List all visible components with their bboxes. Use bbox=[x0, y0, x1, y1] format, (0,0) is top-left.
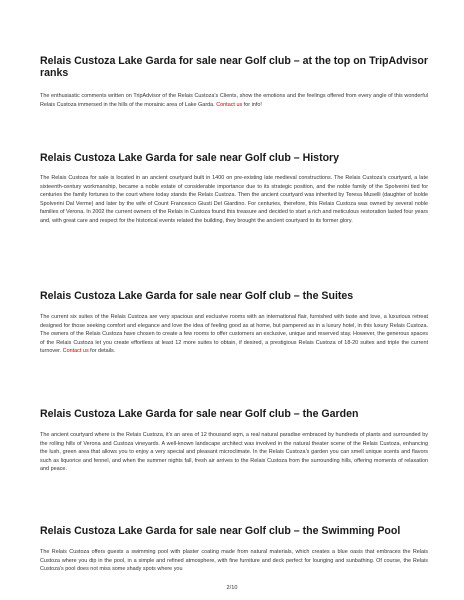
section-body bbox=[40, 92, 428, 109]
section-garden bbox=[40, 408, 428, 474]
section-heading: Relais Custoza Lake Garda for sale near Golf club – the Suites bbox=[40, 290, 354, 302]
section-text-end: for details. bbox=[88, 348, 116, 355]
section-text-end: for info! bbox=[242, 101, 262, 108]
section-body: The Relais Custoza offers guests a swimming pool with plaster coating made from natural materials, which creates a blue oasis that embraces the Relais Custoza where you dip in the pool, in a simple and refined atmosphere, with fine furniture and deck perfect for lounging and sunbathing. Of course, the Relais Custoza's pool does not miss some shady spots where you bbox=[40, 549, 428, 573]
page-number: 2/10 bbox=[226, 585, 238, 591]
section-heading: Relais Custoza Lake Garda for sale near Golf club – the Garden bbox=[40, 408, 359, 420]
section-text: The current six suites of the Relais Custoza are very spacious and exclusive rooms with an international flair, furnished with taste and love, a luxurious retreat designed for those seeking comfort and elegance and love the idea of feeling good as at home, but pampered as in a luxury hotel, in this luxury Relais Custoza. The owners of the Relais Custoza have chosen to create a few rooms to offer customers an exclusive, unique and reserved stay. However, the generous spaces of the Relais Custoza let you create effortless at least 12 more suites to obtain, if desired, a prestigious Relais Custoza of 18-20 suites and triple the current turnover. bbox=[40, 314, 428, 355]
section-body: The ancient courtyard where is the Relais Custoza, it’s an area of 12 thousand sqm, a real natural paradise embraced by hundreds of plants and surrounded by the rolling hills of Verona and Custoza vineyards. A well-known landscape architect was involved in the natural theater scene of the Relais Custoza, enhancing the lush, green area that allows you to enjoy a very special and pleasant microclimate. In the Relais Custoza’s garden you can smell unique scents and flavors such as liquorice and fennel, and when the summer nights fall, fresh air arrives to the Relais Custoza from the surrounding hills, offering moments of relaxation and peace. bbox=[40, 432, 428, 473]
contact-us-link[interactable]: Contact us bbox=[62, 348, 89, 355]
section-suites bbox=[40, 290, 428, 356]
section-swimming-pool bbox=[40, 525, 428, 574]
section-tripadvisor bbox=[40, 55, 428, 109]
section-heading: Relais Custoza Lake Garda for sale near Golf club – at the top on TripAdvisor ranks bbox=[40, 55, 428, 79]
section-body bbox=[40, 313, 428, 356]
contact-us-link[interactable]: Contact us bbox=[216, 101, 243, 108]
section-text: The enthusiastic comments written on TripAdvisor of the Relais Custoza’s Clients, show the emotions and the feelings offered from every angle of this wonderful Relais Custoza immersed in the hills of the morainic area of Lake Garda. bbox=[40, 93, 428, 108]
section-history bbox=[40, 152, 428, 226]
section-body: The Relais Custoza for sale is located in an ancient courtyard built in 1400 on pre-existing late medieval constructions. The Relais Custoza’s courtyard, a late sixteenth-century workmanship, became a noble estate of considerable importance due to its strategic position, and the noble family of the Spolverini tied for centuries the family fortunes to the court where today stands the Relais Custoza. Then the ancient courtyard was inherited by Teresa Muselli (daughter of Isolde Spolverini Dal Verme) and later by the wife of Count Francesco Giusti Del Giardino. For centuries, therefore, this Relais Custoza was owned by several noble families of Verona. In 2002 the current owners of the Relais in Custoza found this treasure and decided to start a rich and meticulous restoration lasted four years and, with great care and respect for the historical events related the building, they brought the ancient courtyard to its former glory. bbox=[40, 175, 428, 224]
section-heading: Relais Custoza Lake Garda for sale near Golf club – the Swimming Pool bbox=[40, 525, 401, 537]
section-heading: Relais Custoza Lake Garda for sale near Golf club – History bbox=[40, 152, 340, 164]
